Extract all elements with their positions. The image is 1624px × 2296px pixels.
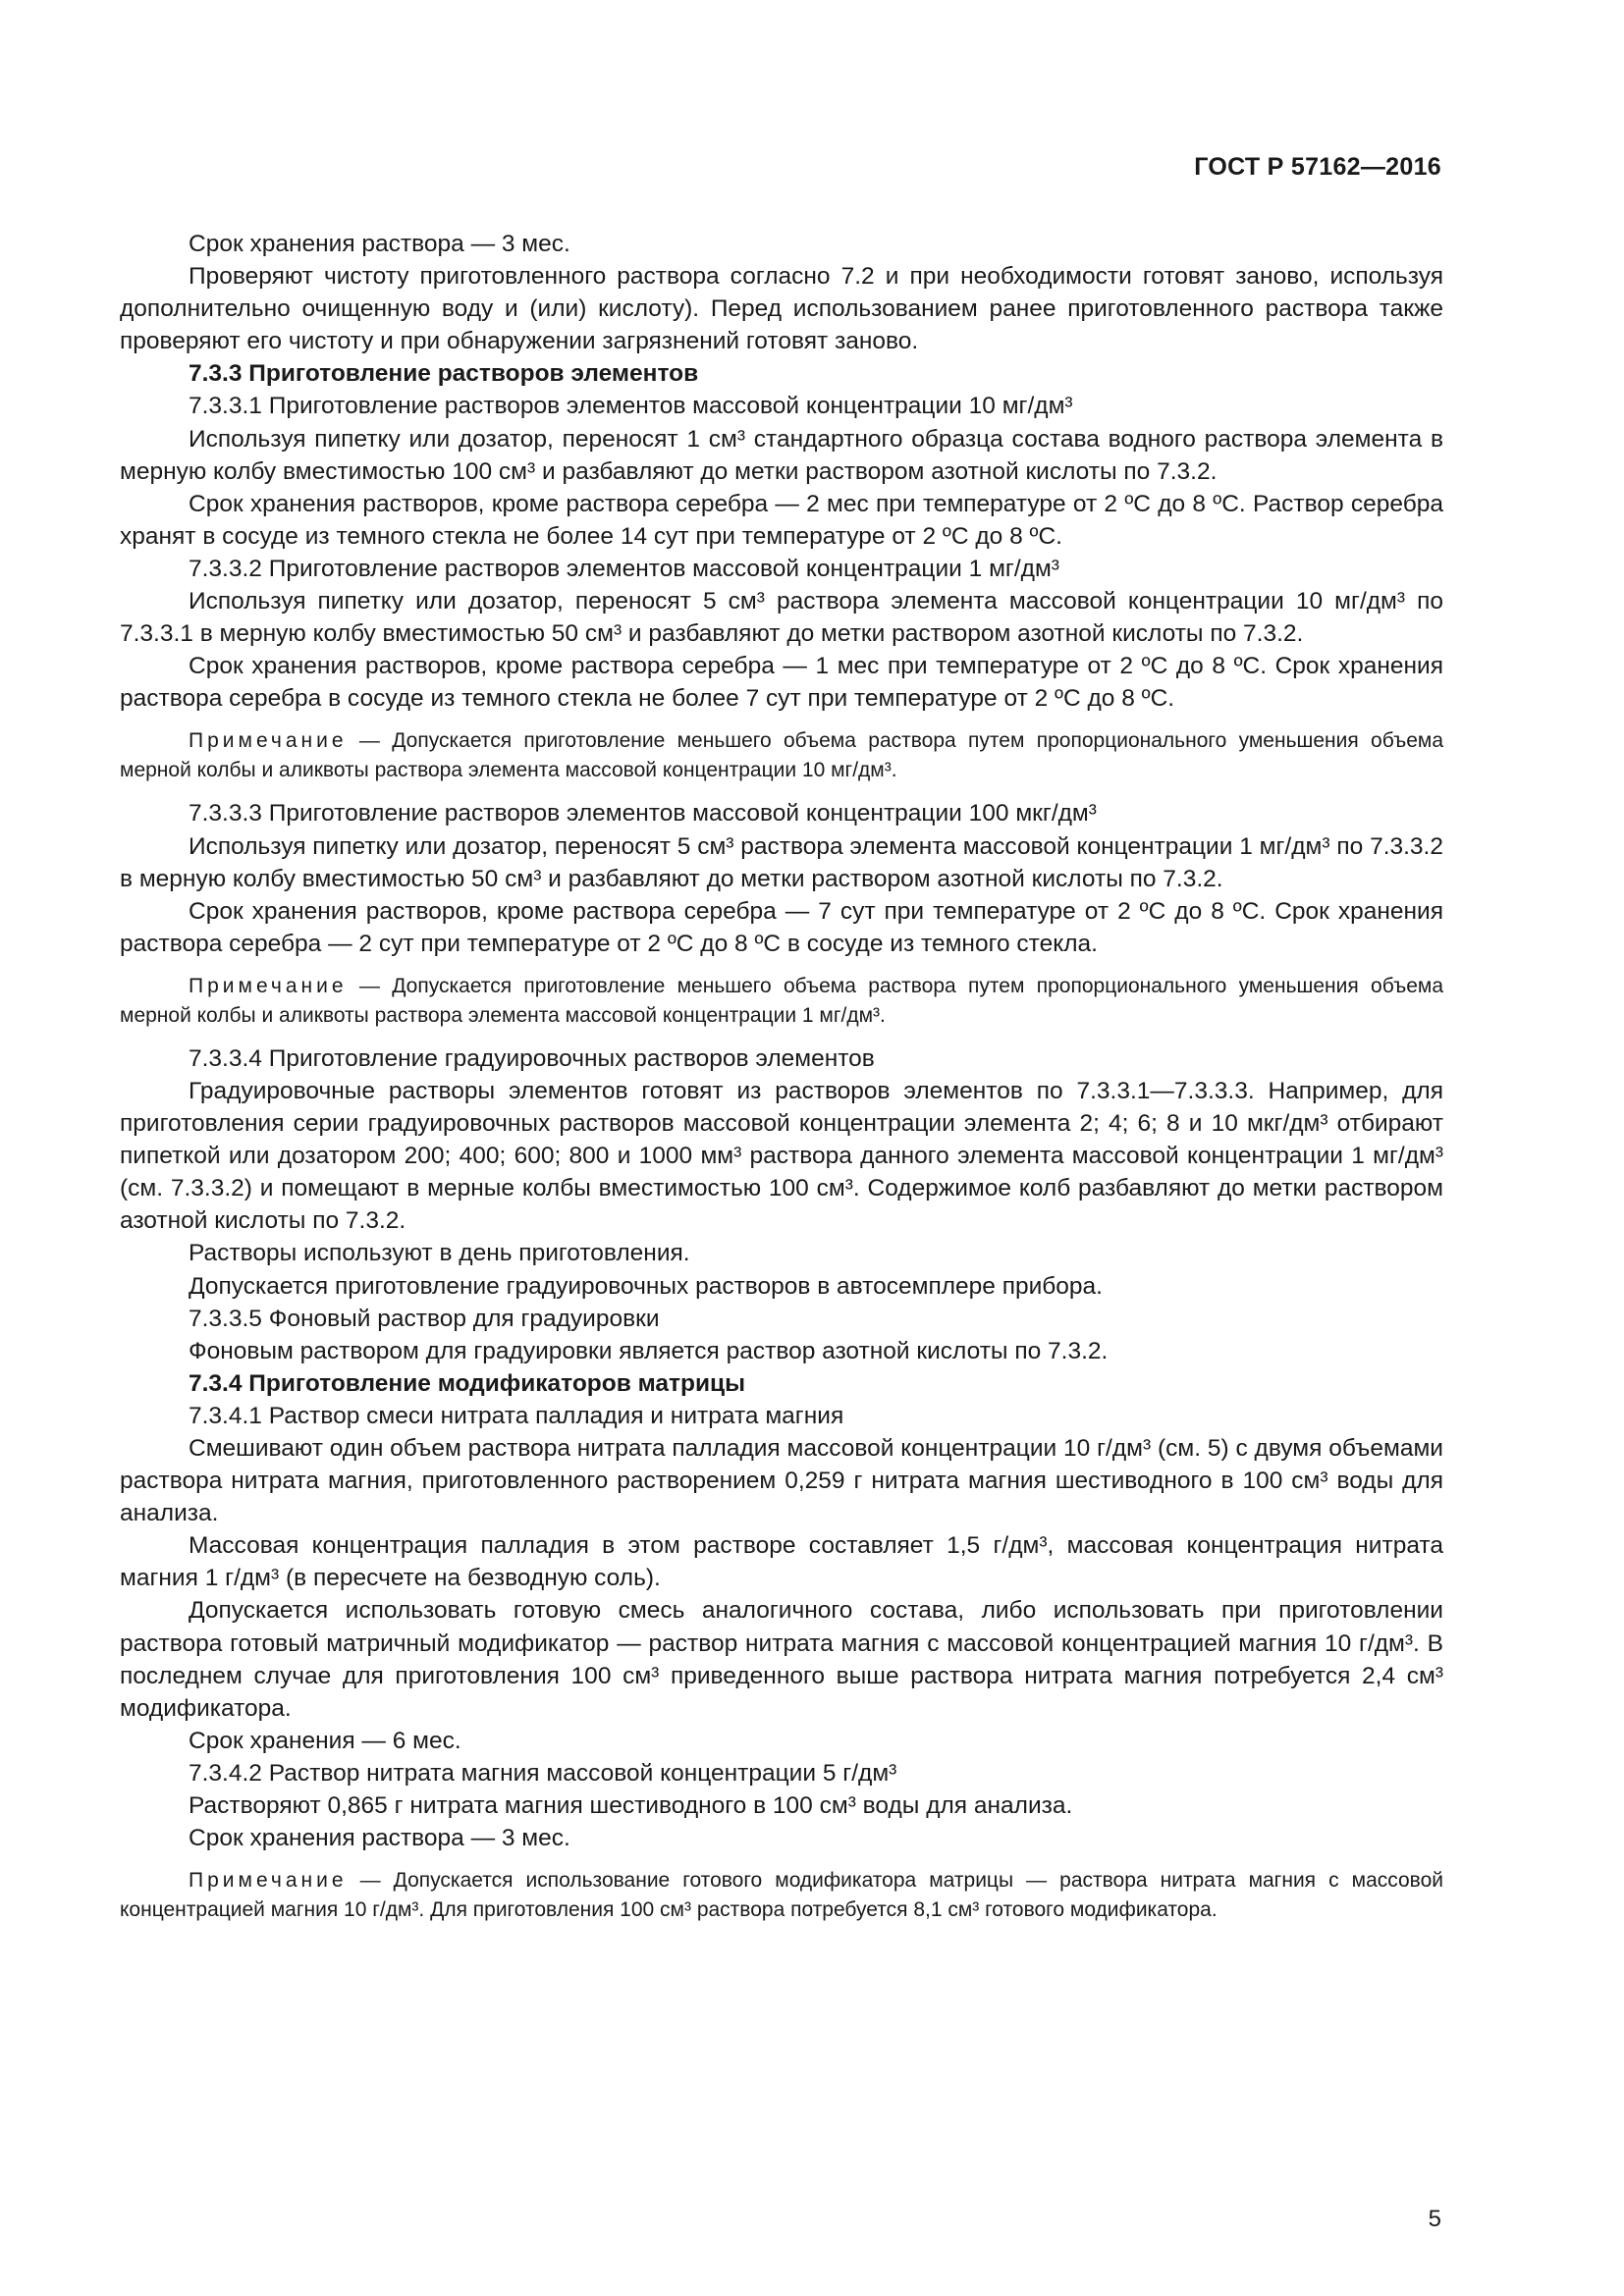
paragraph: Срок хранения растворов, кроме раствора серебра — 7 сут при температуре от 2 ºС до 8 ºС. Срок хранения раствора серебра — 2 сут при температуре от 2 ºС до 8 ºС в сосуде из темного стекла. xyxy=(120,897,1443,957)
paragraph: Срок хранения растворов, кроме раствора серебра — 1 мес при температуре от 2 ºС до 8 ºС. Срок хранения раствора серебра в сосуде из темного стекла не более 7 сут при температуре от 2 ºС до 8 ºС. xyxy=(120,653,1443,713)
section-heading: 7.3.3 Приготовление растворов элементов xyxy=(189,360,699,388)
note-label: Примечание xyxy=(189,729,348,753)
subsection-title: 7.3.3.1 Приготовление растворов элементов массовой концентрации 10 мг/дм³ xyxy=(189,393,1073,420)
subsection-title: 7.3.4.1 Раствор смеси нитрата палладия и нитрата магния xyxy=(189,1402,844,1429)
note-label: Примечание xyxy=(189,1869,348,1893)
note xyxy=(120,1866,1443,1925)
subsection-title: 7.3.3.5 Фоновый раствор для градуировки xyxy=(189,1305,660,1332)
section-heading: 7.3.4 Приготовление модификаторов матрицы xyxy=(189,1369,746,1397)
paragraph: Допускается приготовление градуировочных растворов в автосемплере прибора. xyxy=(189,1272,1103,1300)
paragraph: Массовая концентрация палладия в этом растворе составляет 1,5 г/дм³, массовая концентрация нитрата магния 1 г/дм³ (в пересчете на безводную соль). xyxy=(120,1532,1443,1592)
paragraph: Проверяют чистоту приготовленного раствора согласно 7.2 и при необходимости готовят заново, используя дополнительно очищенную воду и (или) кислоту). Перед использованием ранее приготовленного раствора также проверяют его чистоту и при обнаружении загрязнений готовят заново. xyxy=(120,263,1443,355)
subsection-title: 7.3.3.3 Приготовление растворов элементов массовой концентрации 100 мкг/дм³ xyxy=(189,800,1097,828)
paragraph: Градуировочные растворы элементов готовят из растворов элементов по 7.3.3.1—7.3.3.3. Например, для приготовления серии градуировочных растворов массовой концентрации элемента 2; 4; 6; 8 и 10 мкг/дм³ отбирают пипеткой или дозатором 200; 400; 600; 800 и 1000 мм³ раствора данного элемента массовой концентрации 1 мг/дм³ (см. 7.3.3.2) и помещают в мерные колбы вместимостью 100 см³. Содержимое колб разбавляют до метки раствором азотной кислоты по 7.3.2. xyxy=(120,1077,1443,1235)
note xyxy=(120,726,1443,785)
note xyxy=(120,972,1443,1031)
paragraph: Срок хранения раствора — 3 мес. xyxy=(189,231,570,257)
subsection-title: 7.3.3.4 Приготовление градуировочных растворов элементов xyxy=(189,1044,875,1072)
document-header: ГОСТ Р 57162—2016 xyxy=(1194,153,1441,181)
paragraph: Допускается использовать готовую смесь аналогичного состава, либо использовать при приготовлении раствора готовый матричный модификатор — раствор нитрата магния с массовой концентрацией магния 10 г/дм³. В последнем случае для приготовления 100 см³ приведенного выше раствора нитрата магния потребуется 2,4 см³ модификатора. xyxy=(120,1597,1443,1722)
note-text: — Допускается приготовление меньшего объема раствора путем пропорционального уменьшения объема мерной колбы и аликвоты раствора элемента массовой концентрации 10 мг/дм³. xyxy=(120,729,1443,782)
paragraph: Срок хранения растворов, кроме раствора серебра — 2 мес при температуре от 2 ºС до 8 ºС. Раствор серебра хранят в сосуде из темного стекла не более 14 сут при температуре от 2 ºС до 8 ºС. xyxy=(120,490,1443,550)
paragraph: Используя пипетку или дозатор, переносят 5 см³ раствора элемента массовой концентрации 1 мг/дм³ по 7.3.3.2 в мерную колбу вместимостью 50 см³ и разбавляют до метки раствором азотной кислоты по 7.3.2. xyxy=(120,832,1443,892)
paragraph: Срок хранения раствора — 3 мес. xyxy=(189,1825,570,1852)
document-body xyxy=(120,228,1443,1937)
note-text: — Допускается использование готового модификатора матрицы — раствора нитрата магния с массовой концентрацией магния 10 г/дм³. Для приготовления 100 см³ раствора потребуется 8,1 см³ готового модификатора. xyxy=(120,1869,1443,1922)
paragraph: Срок хранения — 6 мес. xyxy=(189,1727,461,1754)
subsection-title: 7.3.3.2 Приготовление растворов элементов массовой концентрации 1 мг/дм³ xyxy=(189,555,1059,582)
paragraph: Фоновым раствором для градуировки является раствор азотной кислоты по 7.3.2. xyxy=(189,1337,1109,1364)
note-text: — Допускается приготовление меньшего объема раствора путем пропорционального уменьшения объема мерной колбы и аликвоты раствора элемента массовой концентрации 1 мг/дм³. xyxy=(120,974,1443,1027)
note-label: Примечание xyxy=(189,974,348,997)
paragraph: Используя пипетку или дозатор, переносят 5 см³ раствора элемента массовой концентрации 10 мг/дм³ по 7.3.3.1 в мерную колбу вместимостью 50 см³ и разбавляют до метки раствором азотной кислоты по 7.3.2. xyxy=(120,588,1443,648)
paragraph: Смешивают один объем раствора нитрата палладия массовой концентрации 10 г/дм³ (см. 5) с двумя объемами раствора нитрата магния, приготовленного растворением 0,259 г нитрата магния шестиводного в 100 см³ воды для анализа. xyxy=(120,1435,1443,1527)
subsection-title: 7.3.4.2 Раствор нитрата магния массовой концентрации 5 г/дм³ xyxy=(189,1759,897,1787)
page-number: 5 xyxy=(1428,2206,1441,2232)
paragraph: Растворы используют в день приготовления. xyxy=(189,1240,690,1267)
paragraph: Растворяют 0,865 г нитрата магния шестиводного в 100 см³ воды для анализа. xyxy=(189,1792,1073,1820)
paragraph: Используя пипетку или дозатор, переносят 1 см³ стандартного образца состава водного раствора элемента в мерную колбу вместимостью 100 см³ и разбавляют до метки раствором азотной кислоты по 7.3.2. xyxy=(120,425,1443,485)
